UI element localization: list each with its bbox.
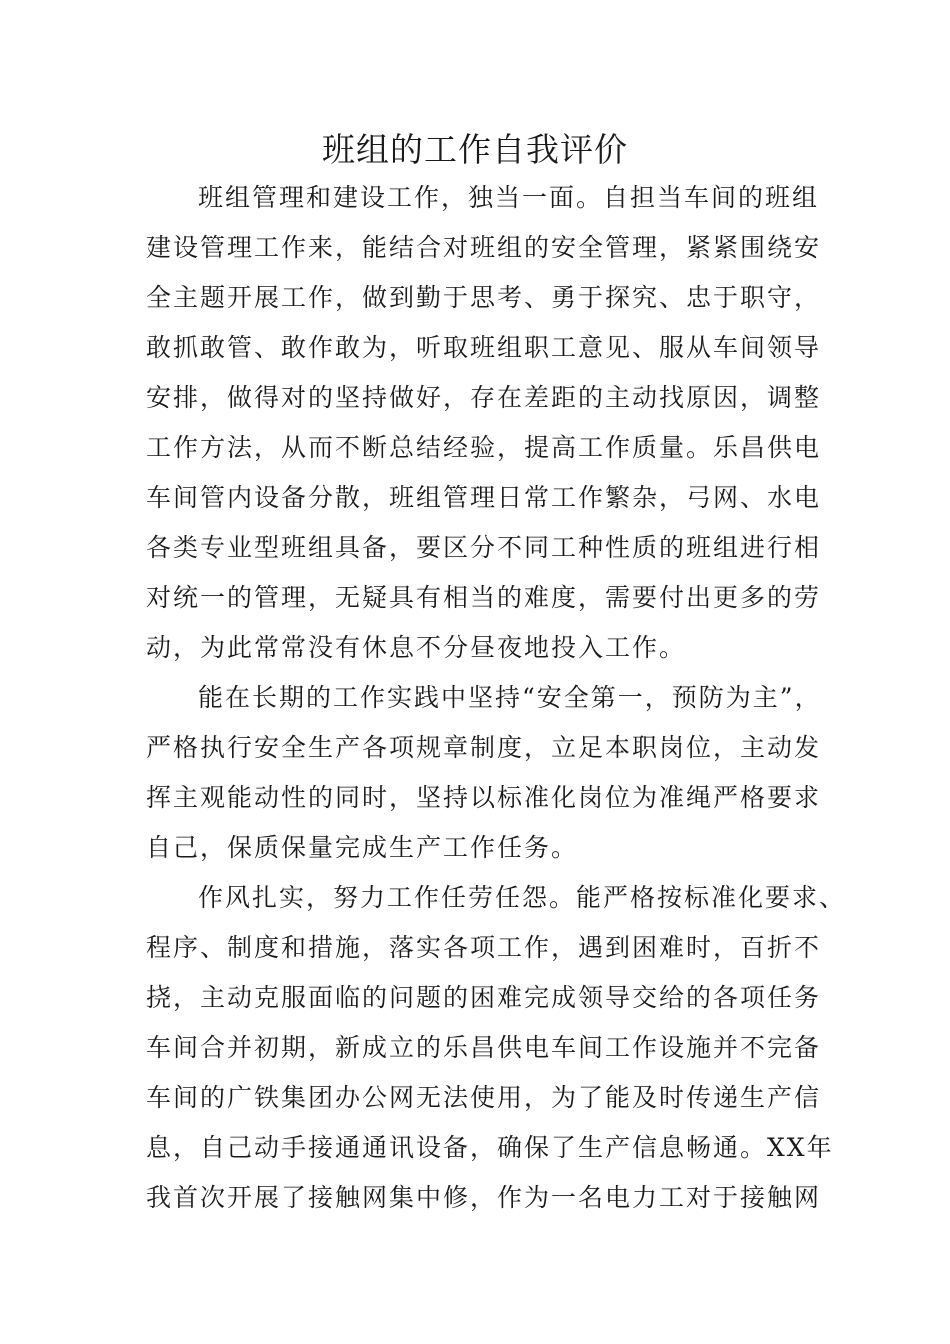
text-line: 严格执行安全生产各项规章制度，立足本职岗位，主动发 — [146, 733, 822, 762]
text-line: 班组管理和建设工作，独当一面。自担当车间的班组 — [198, 183, 820, 212]
text-line: 动，为此常常没有休息不分昼夜地投入工作。 — [146, 633, 687, 662]
text-line: 敢抓敢管、敢作敢为，听取班组职工意见、服从车间领导 — [146, 333, 822, 362]
text-line: 车间管内设备分散，班组管理日常工作繁杂，弓网、水电 — [146, 483, 822, 512]
text-line: 挠，主动克服面临的问题的困难完成领导交给的各项任务 — [146, 983, 822, 1012]
text-line: 工作方法，从而不断总结经验，提高工作质量。乐昌供电 — [146, 433, 822, 462]
text-line: 车间的广铁集团办公网无法使用，为了能及时传递生产信 — [146, 1083, 822, 1112]
text-line: 全主题开展工作，做到勤于思考、勇于探究、忠于职守， — [146, 283, 822, 312]
document-title: 班组的工作自我评价 — [322, 130, 628, 169]
text-line: 对统一的管理，无疑具有相当的难度，需要付出更多的劳 — [146, 583, 822, 612]
text-line: 车间合并初期，新成立的乐昌供电车间工作设施并不完备 — [146, 1033, 822, 1062]
text-line: 息，自己动手接通通讯设备，确保了生产信息畅通。XX年 — [146, 1133, 834, 1162]
text-line: 安排，做得对的坚持做好，存在差距的主动找原因，调整 — [146, 383, 822, 412]
text-line: 作风扎实，努力工作任劳任怨。能严格按标准化要求、 — [198, 883, 847, 912]
text-line: 各类专业型班组具备，要区分不同工种性质的班组进行相 — [146, 533, 822, 562]
text-line: 我首次开展了接触网集中修，作为一名电力工对于接触网 — [146, 1183, 822, 1212]
text-line: 自己，保质保量完成生产工作任务。 — [146, 833, 579, 862]
text-line: 能在长期的工作实践中坚持“安全第一，预防为主”， — [198, 683, 822, 712]
text-line: 程序、制度和措施，落实各项工作，遇到困难时，百折不 — [146, 933, 822, 962]
text-line: 建设管理工作来，能结合对班组的安全管理，紧紧围绕安 — [146, 233, 822, 262]
text-line: 挥主观能动性的同时，坚持以标准化岗位为准绳严格要求 — [146, 783, 822, 812]
